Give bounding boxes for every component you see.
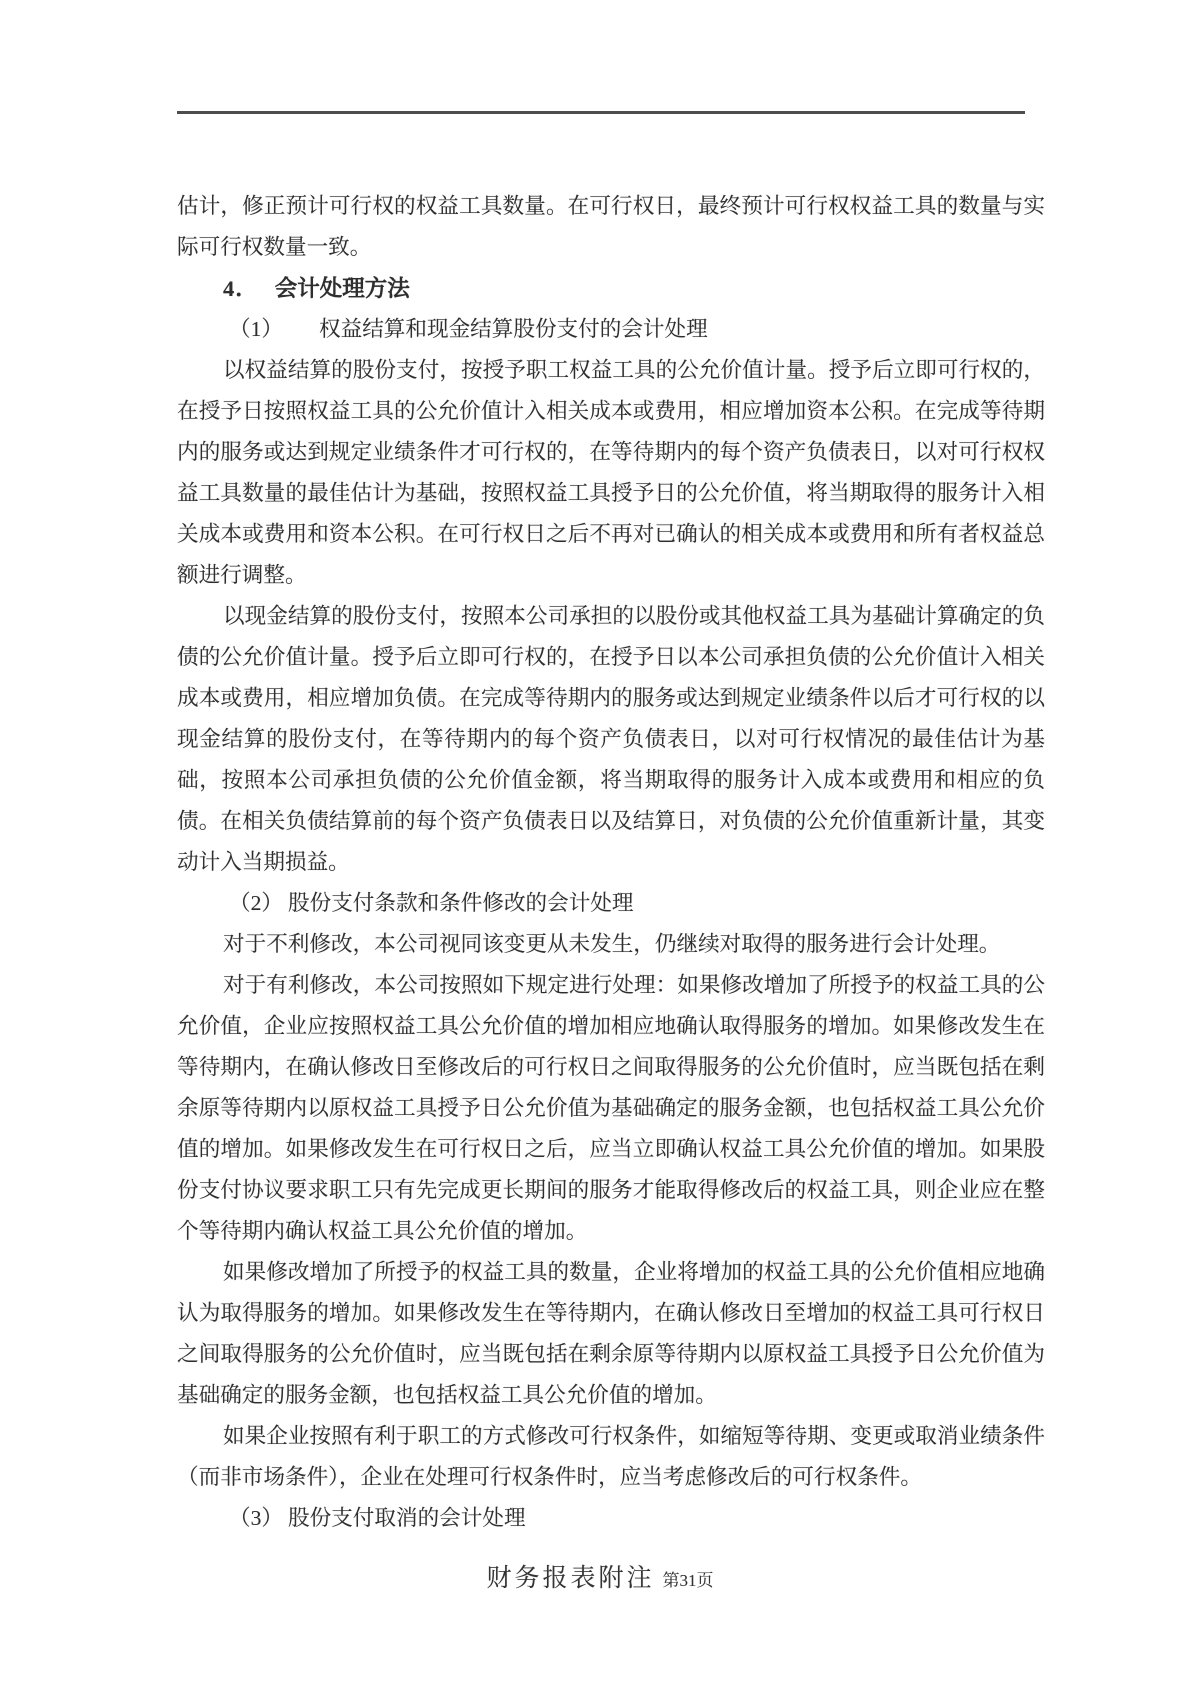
body-paragraph-quantity-increase: 如果修改增加了所授予的权益工具的数量，企业将增加的权益工具的公允价值相应地确认为取得服务的增加。如果修改发生在等待期内，在确认修改日至增加的权益工具可行权日之间取得服务的公允价值时，应当既包括在剩余原等待期内以原权益工具授予日公允价值为基础确定的服务金额，也包括权益工具公允价值的增加。 [177,1260,1045,1407]
subsection-heading-2 [177,883,1045,924]
body-paragraph-cash-settled: 以现金结算的股份支付，按照本公司承担的以股份或其他权益工具为基础计算确定的负债的公允价值计量。授予后立即可行权的，在授予日以本公司承担负债的公允价值计入相关成本或费用，相应增加负债。在完成等待期内的服务或达到规定业绩条件以后才可行权的以现金结算的股份支付，在等待期内的每个资产负债表日，以对可行权情况的最佳估计为基础，按照本公司承担负债的公允价值金额，将当期取得的服务计入成本或费用和相应的负债。在相关负债结算前的每个资产负债表日以及结算日，对负债的公允价值重新计量，其变动计入当期损益。 [177,604,1045,874]
section-heading [177,268,1045,309]
subsection-label-3: （3） [229,1506,283,1530]
header-rule [177,111,1025,114]
subsection-label-1: （1） [229,317,283,341]
document-body [177,186,1045,1539]
subsection-title-1: 权益结算和现金结算股份支付的会计处理 [319,317,708,341]
body-paragraph-vesting-condition-change: 如果企业按照有利于职工的方式修改可行权条件，如缩短等待期、变更或取消业绩条件（而非市场条件），企业在处理可行权条件时，应当考虑修改后的可行权条件。 [177,1424,1045,1489]
paragraph-continuation: 估计，修正预计可行权的权益工具数量。在可行权日，最终预计可行权权益工具的数量与实际可行权数量一致。 [177,194,1045,259]
body-paragraph-unfavorable-modification: 对于不利修改，本公司视同该变更从未发生，仍继续对取得的服务进行会计处理。 [223,932,1001,956]
subsection-title-2: 股份支付条款和条件修改的会计处理 [288,891,634,915]
footer-page-number: 第31页 [662,1571,714,1590]
body-paragraph-favorable-modification: 对于有利修改，本公司按照如下规定进行处理：如果修改增加了所授予的权益工具的公允价值，企业应按照权益工具公允价值的增加相应地确认取得服务的增加。如果修改发生在等待期内，在确认修改日至修改后的可行权日之间取得服务的公允价值时，应当既包括在剩余原等待期内以原权益工具授予日公允价值为基础确定的服务金额，也包括权益工具公允价值的增加。如果修改发生在可行权日之后，应当立即确认权益工具公允价值的增加。如果股份支付协议要求职工只有先完成更长期间的服务才能取得修改后的权益工具，则企业应在整个等待期内确认权益工具公允价值的增加。 [177,973,1045,1243]
page-footer [0,1558,1200,1594]
subsection-heading-3 [177,1498,1045,1539]
footer-title: 财务报表附注 [486,1565,655,1592]
section-number: 4． [223,276,259,301]
body-paragraph-equity-settled: 以权益结算的股份支付，按授予职工权益工具的公允价值计量。授予后立即可行权的，在授予日按照权益工具的公允价值计入相关成本或费用，相应增加资本公积。在完成等待期内的服务或达到规定业绩条件才可行权的，在等待期内的每个资产负债表日，以对可行权权益工具数量的最佳估计为基础，按照权益工具授予日的公允价值，将当期取得的服务计入相关成本或费用和资本公积。在可行权日之后不再对已确认的相关成本或费用和所有者权益总额进行调整。 [177,358,1045,587]
section-title: 会计处理方法 [274,276,410,301]
subsection-title-3: 股份支付取消的会计处理 [288,1506,526,1530]
subsection-heading-1 [177,309,1045,350]
subsection-label-2: （2） [229,891,283,915]
